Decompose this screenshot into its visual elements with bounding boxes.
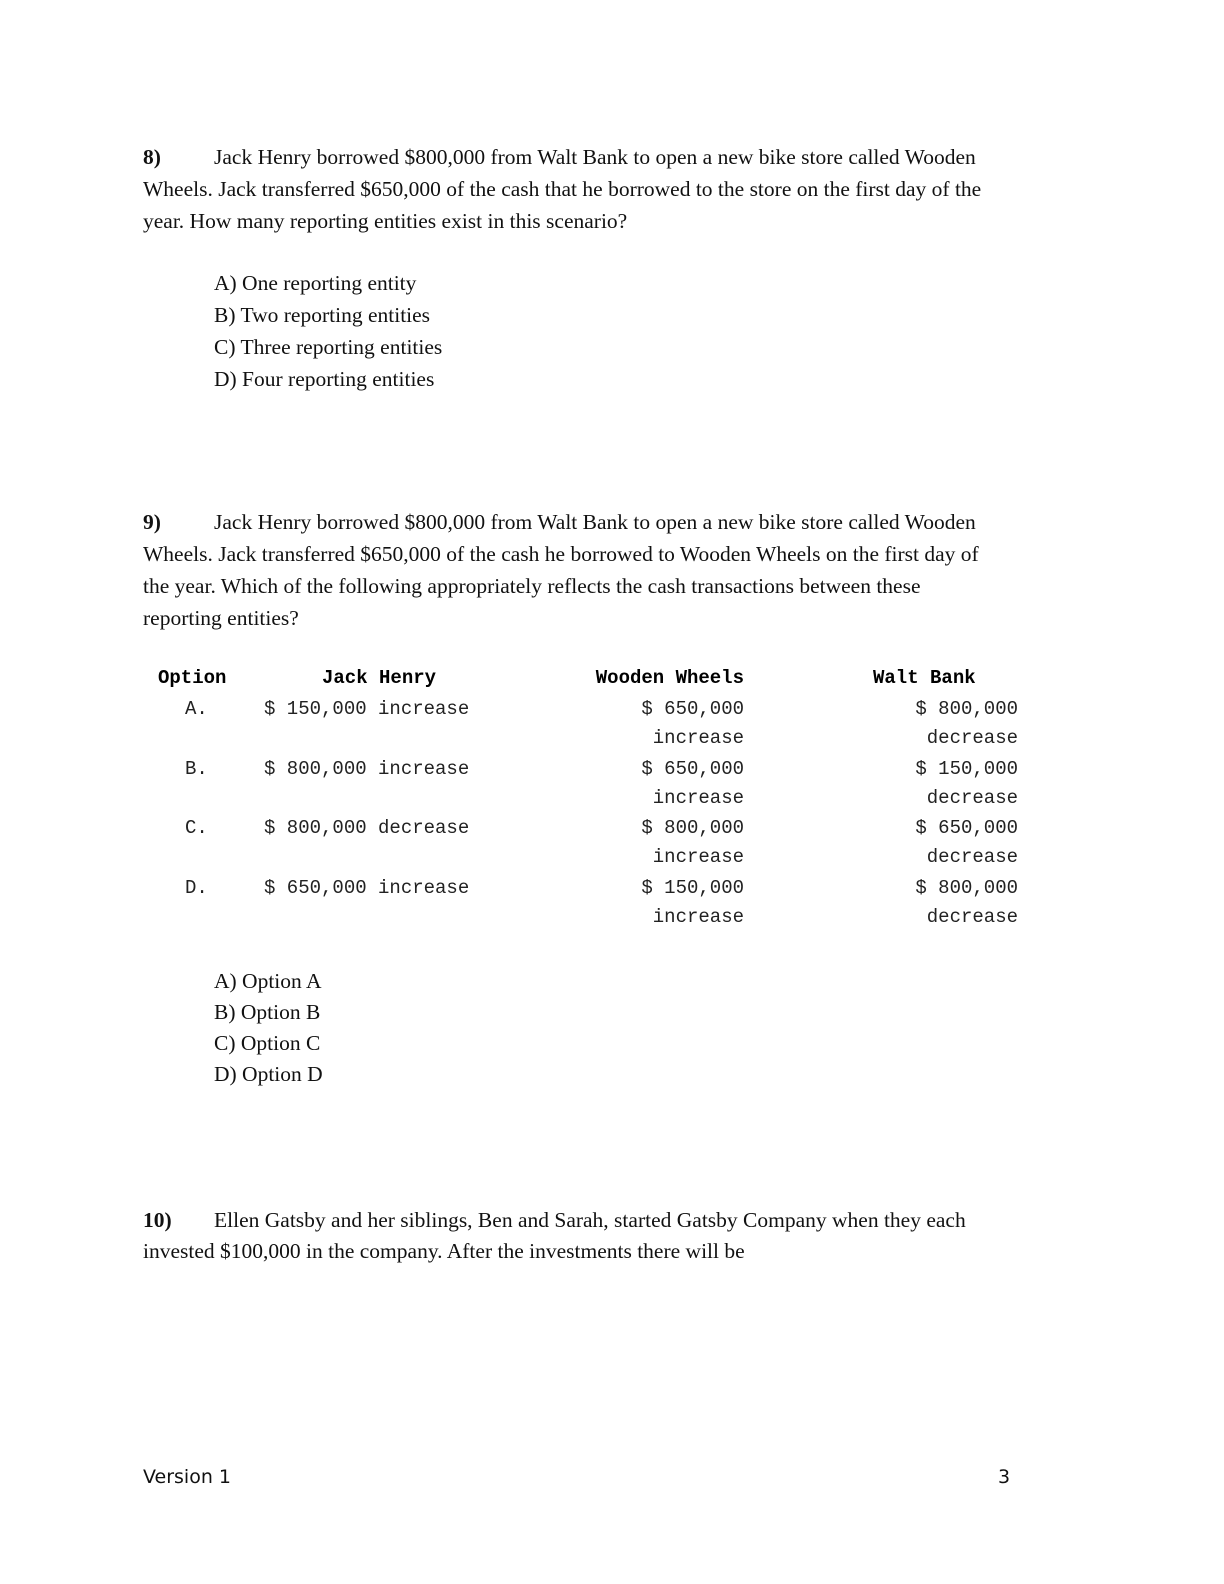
cell-walt-bank-direction: decrease [926,787,1018,809]
answer-option: C) Three reporting entities [214,335,443,359]
footer-version: Version 1 [143,1466,231,1488]
answer-option: A) Option A [214,969,322,993]
row-option-label: C. [185,817,208,839]
answer-option: B) Option B [214,1000,321,1024]
cell-wooden-wheels-direction: increase [652,906,744,928]
cell-jack-henry: $ 800,000 increase [264,758,470,780]
cell-walt-bank-amount: $ 150,000 [915,758,1018,780]
question-text-line: Wheels. Jack transferred $650,000 of the cash he borrowed to Wooden Wheels on the first day of [143,542,979,566]
answer-option: D) Four reporting entities [214,367,435,391]
footer-page-number: 3 [998,1466,1011,1488]
text: Ellen Gatsby and her siblings, Ben and Sarah, started Gatsby Company when they each [214,1208,966,1232]
cell-wooden-wheels-amount: $ 650,000 [641,758,744,780]
cell-walt-bank-direction: decrease [926,727,1018,749]
header-option: Option [158,667,227,689]
question-number: 8) [143,145,161,169]
question-number: 10) [143,1208,172,1232]
question-text-line: year. How many reporting entities exist in this scenario? [143,209,628,233]
cell-walt-bank-amount: $ 650,000 [915,817,1018,839]
cell-wooden-wheels-amount: $ 650,000 [641,698,744,720]
cell-jack-henry: $ 150,000 increase [264,698,470,720]
cell-walt-bank-amount: $ 800,000 [915,698,1018,720]
question-text-line: Wheels. Jack transferred $650,000 of the cash that he borrowed to the store on the first day of the [143,177,982,201]
row-option-label: D. [185,877,208,899]
cell-jack-henry: $ 650,000 increase [264,877,470,899]
text: Jack Henry borrowed $800,000 from Walt Bank to open a new bike store called Wooden [214,145,976,169]
question-number: 9) [143,510,161,534]
cell-wooden-wheels-amount: $ 150,000 [641,877,744,899]
header-wooden-wheels: Wooden Wheels [595,667,744,689]
question-text-line [143,509,976,535]
header-walt-bank: Walt Bank [873,667,976,689]
cell-walt-bank-direction: decrease [926,846,1018,868]
question-text-line: the year. Which of the following appropriately reflects the cash transactions between these [143,574,921,598]
answer-option: A) One reporting entity [214,271,417,295]
cell-wooden-wheels-direction: increase [652,787,744,809]
text: Jack Henry borrowed $800,000 from Walt Bank to open a new bike store called Wooden [214,510,976,534]
answer-option: D) Option D [214,1062,323,1086]
cell-walt-bank-amount: $ 800,000 [915,877,1018,899]
cell-wooden-wheels-amount: $ 800,000 [641,817,744,839]
cell-jack-henry: $ 800,000 decrease [264,817,470,839]
row-option-label: A. [185,698,208,720]
header-jack-henry: Jack Henry [322,667,437,689]
row-option-label: B. [185,758,208,780]
cell-wooden-wheels-direction: increase [652,727,744,749]
question-text-line [143,1207,966,1233]
question-text-line [143,144,976,170]
cell-wooden-wheels-direction: increase [652,846,744,868]
question-text-line: reporting entities? [143,606,299,630]
answer-option: C) Option C [214,1031,321,1055]
answer-option: B) Two reporting entities [214,303,431,327]
cell-walt-bank-direction: decrease [926,906,1018,928]
question-text-line: invested $100,000 in the company. After the investments there will be [143,1239,745,1263]
